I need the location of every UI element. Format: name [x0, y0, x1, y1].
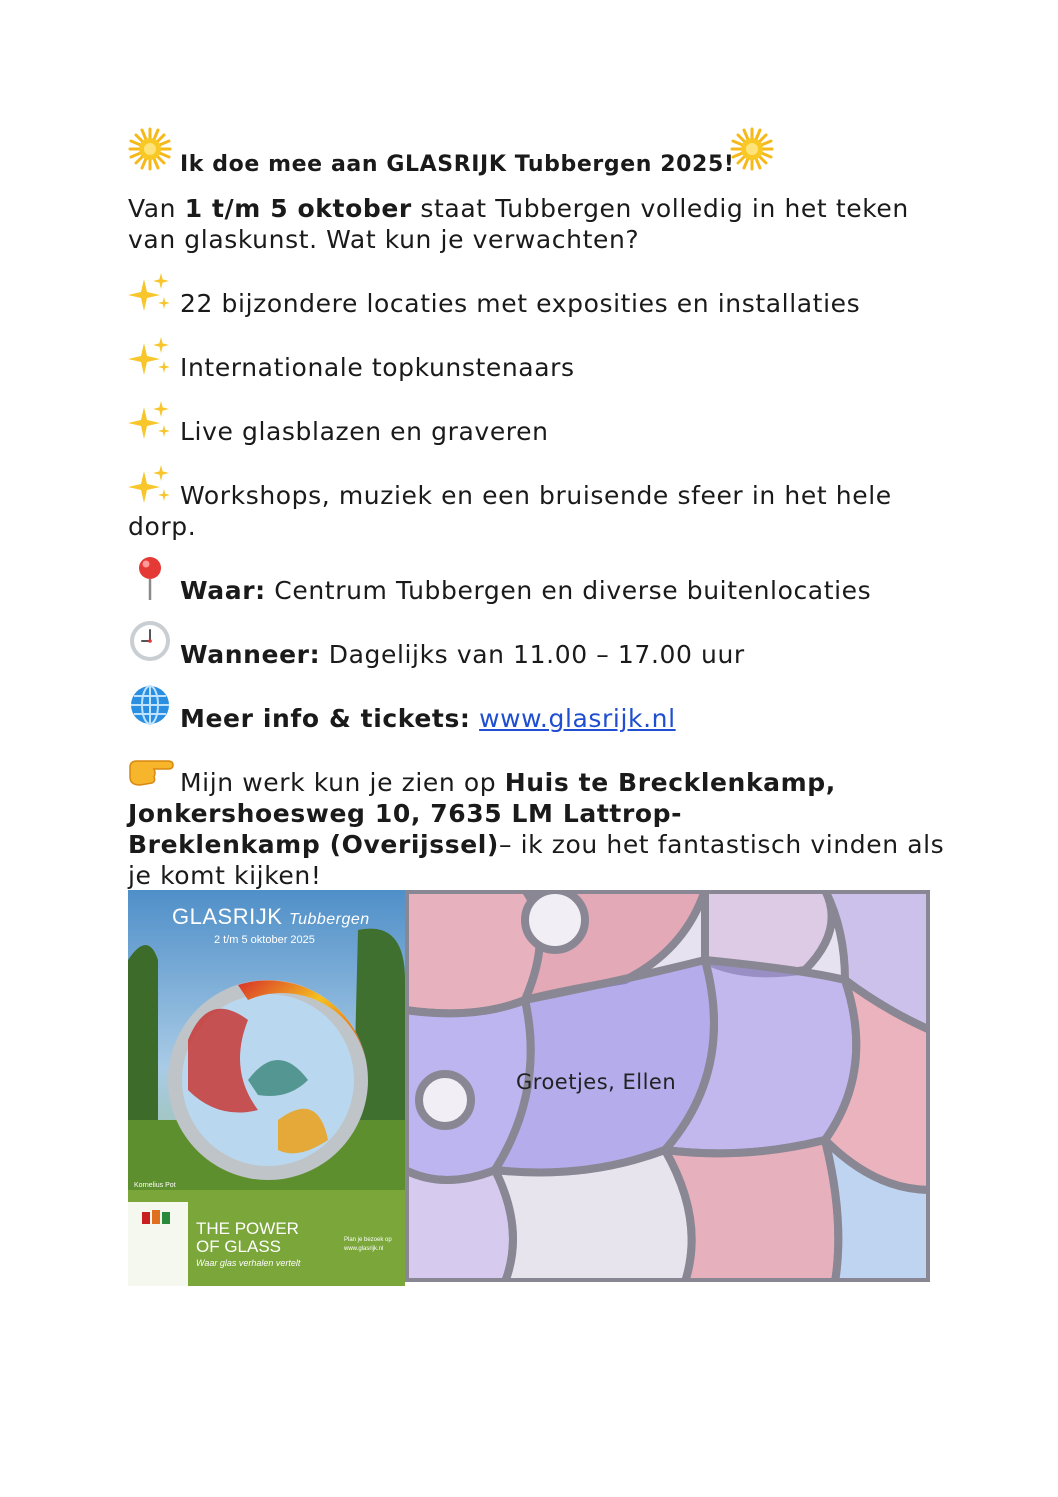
- pointing-hand-icon: [128, 753, 174, 789]
- poster-website: Plan je bezoek op www.glasrijk.nl: [344, 1237, 392, 1252]
- globe-icon: [128, 683, 172, 727]
- location-line-1: Mijn werk kun je zien op Huis te Brecklenkamp,: [180, 768, 836, 797]
- sparkle-icon: [128, 335, 172, 379]
- star-icon: [730, 127, 774, 171]
- website-link[interactable]: www.glasrijk.nl: [479, 704, 676, 733]
- poster-artist: Kornelius Pot: [134, 1182, 176, 1189]
- sparkle-icon: [128, 463, 172, 507]
- star-icon: [128, 127, 172, 171]
- highlight-item: 22 bijzondere locaties met exposities en installaties: [180, 289, 861, 318]
- where-line: Waar: Centrum Tubbergen en diverse buitenlocaties: [180, 576, 872, 605]
- highlight-item-continued: dorp.: [128, 512, 197, 541]
- location-line-3: Breklenkamp (Overijssel)– ik zou het fantastisch vinden als: [128, 830, 945, 859]
- intro-line-2: van glaskunst. Wat kun je verwachten?: [128, 225, 640, 254]
- greeting: Groetjes, Ellen: [516, 1070, 677, 1094]
- flyer-banner: [128, 890, 930, 1286]
- location-line-4: je komt kijken!: [128, 861, 322, 890]
- event-poster: [128, 890, 405, 1286]
- clock-icon: [128, 619, 172, 663]
- pin-icon: [130, 555, 170, 601]
- sparkle-icon: [128, 271, 172, 315]
- sparkle-icon: [128, 399, 172, 443]
- when-line: Wanneer: Dagelijks van 11.00 – 17.00 uur: [180, 640, 745, 669]
- poster-dates: 2 t/m 5 oktober 2025: [214, 934, 315, 946]
- page-title: Ik doe mee aan GLASRIJK Tubbergen 2025!: [180, 152, 735, 177]
- location-line-2: Jonkershoesweg 10, 7635 LM Lattrop-: [128, 799, 683, 828]
- highlight-item: Live glasblazen en graveren: [180, 417, 549, 446]
- event-dates: 1 t/m 5 oktober: [184, 194, 412, 223]
- intro-line-1: Van 1 t/m 5 oktober staat Tubbergen volledig in het teken: [128, 194, 909, 223]
- highlight-item: Internationale topkunstenaars: [180, 353, 575, 382]
- poster-slogan: THE POWER OF GLASS Waar glas verhalen vertelt: [196, 1219, 301, 1268]
- poster-title: GLASRIJK Tubbergen: [172, 904, 370, 929]
- info-line: Meer info & tickets: www.glasrijk.nl: [180, 704, 676, 733]
- highlight-item: Workshops, muziek en een bruisende sfeer in het hele: [180, 481, 892, 510]
